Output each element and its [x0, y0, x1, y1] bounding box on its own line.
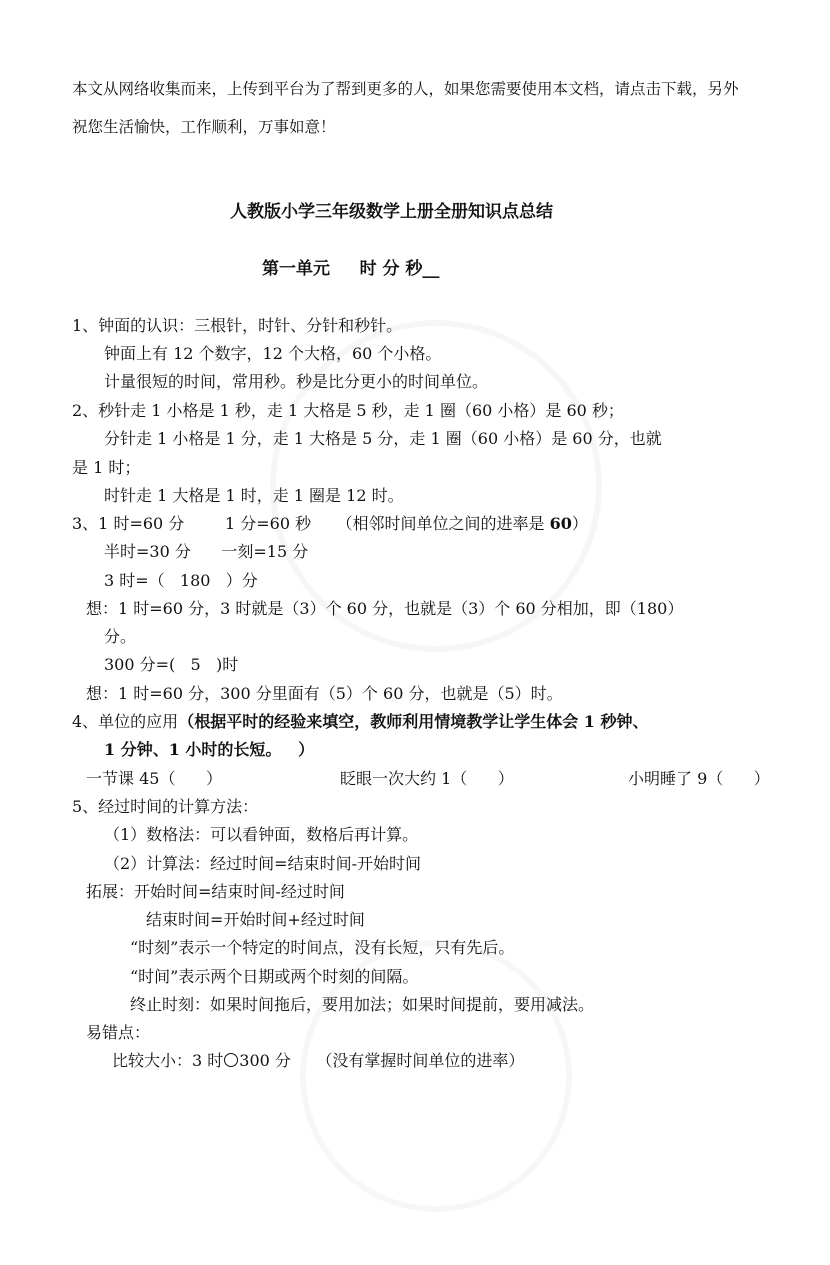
text-line: 结束时间=开始时间+经过时间 — [146, 910, 365, 929]
text-line: 易错点： — [86, 1023, 151, 1042]
rate-value: 60 — [549, 514, 572, 533]
notice-line-2: 祝您生活愉快，工作顺利，万事如意！ — [72, 118, 336, 136]
unit-title: 第一单元 时 分 秒__ — [262, 259, 440, 279]
text-line: 1 分钟、1 小时的长短。 ） — [104, 740, 315, 759]
section-2-heading: 2、秒针走 1 小格是 1 秒，走 1 大格是 5 秒，走 1 圈（60 小格）是 60 秒； — [72, 401, 624, 420]
text-line: 分针走 1 小格是 1 分，走 1 大格是 5 分，走 1 圈（60 小格）是 60 分，也就 — [104, 429, 662, 448]
fill-blank-item: 一节课 45（ ） — [86, 769, 222, 788]
section-3-heading — [72, 513, 588, 535]
text-line: 钟面上有 12 个数字，12 个大格，60 个小格。 — [104, 344, 442, 363]
text-line: 计量很短的时间，常用秒。秒是比分更小的时间单位。 — [104, 372, 489, 391]
fill-blank-item: 眨眼一次大约 1（ ） — [340, 769, 514, 788]
text-line: “时刻”表示一个特定的时间点，没有长短，只有先后。 — [130, 938, 515, 957]
text-line: 3、1 时=60 分 1 分=60 秒 （相邻时间单位之间的进率是 — [72, 514, 550, 533]
text-line: 300 分=( 5 )时 — [104, 655, 239, 674]
fill-blank-item: 小明睡了 9（ ） — [628, 769, 770, 788]
text-line: （1）数格法：可以看钟面，数格后再计算。 — [104, 825, 419, 844]
section-5-heading: 5、经过时间的计算方法： — [72, 797, 259, 816]
page-title: 人教版小学三年级数学上册全册知识点总结 — [230, 202, 553, 222]
comparison-circle-icon — [224, 1053, 238, 1067]
text-line: “时间”表示两个日期或两个时刻的间隔。 — [130, 967, 419, 986]
text-line: （根据平时的经验来填空，教师利用情境教学让学生体会 1 秒钟、 — [178, 712, 649, 731]
notice-line-1: 本文从网络收集而来，上传到平台为了帮到更多的人，如果您需要使用本文档，请点击下载，另外 — [72, 80, 739, 98]
section-4-heading — [72, 711, 648, 733]
text-line: 想：1 时=60 分，300 分里面有（5）个 60 分，也就是（5）时。 — [86, 684, 563, 703]
text-line — [112, 1050, 524, 1072]
text-line: 4、单位的应用 — [72, 712, 179, 731]
text-line: 终止时刻：如果时间拖后，要用加法；如果时间提前，要用减法。 — [130, 995, 595, 1014]
text-line: 3 时=（ 180 ）分 — [104, 571, 258, 590]
text-line: 想：1 时=60 分，3 时就是（3）个 60 分，也就是（3）个 60 分相加，即（180） — [86, 599, 684, 618]
text-line: 比较大小：3 时 — [112, 1051, 224, 1070]
text-line: 半时=30 分 一刻=15 分 — [104, 542, 309, 561]
text-line: 是 1 时； — [72, 458, 141, 477]
text-line: 分。 — [104, 627, 137, 646]
section-1-heading: 1、钟面的认识：三根针，时针、分针和秒针。 — [72, 316, 403, 335]
text-line: （2）计算法：经过时间=结束时间-开始时间 — [104, 854, 421, 873]
text-line: ） — [571, 514, 588, 533]
text-line: 拓展：开始时间=结束时间-经过时间 — [86, 882, 345, 901]
text-line: 时针走 1 大格是 1 时，走 1 圈是 12 时。 — [104, 486, 404, 505]
text-line: 300 分 （没有掌握时间单位的进率） — [239, 1051, 525, 1070]
